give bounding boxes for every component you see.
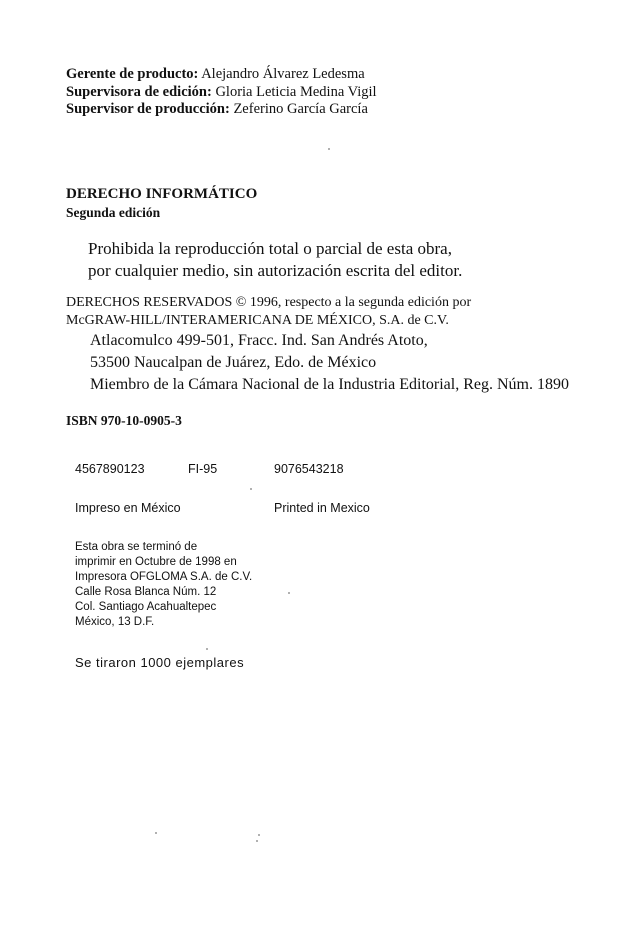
printing-info-line: Calle Rosa Blanca Núm. 12 bbox=[75, 586, 217, 598]
scan-speck bbox=[206, 648, 208, 650]
scan-speck bbox=[256, 840, 258, 842]
code-left: 4567890123 bbox=[75, 462, 145, 476]
credit-value: Zeferino García García bbox=[233, 101, 368, 117]
credit-label: Supervisor de producción: bbox=[66, 101, 230, 117]
printing-info bbox=[75, 540, 252, 630]
rights-line: DERECHOS RESERVADOS © 1996, respecto a la segunda edición por bbox=[66, 295, 472, 310]
scan-speck bbox=[250, 488, 252, 490]
scan-speck bbox=[328, 148, 330, 150]
printed-in-english: Printed in Mexico bbox=[274, 501, 370, 515]
notice-line: Prohibida la reproducción total o parcial de esta obra, bbox=[88, 239, 452, 258]
code-middle: FI-95 bbox=[188, 462, 218, 476]
scan-speck bbox=[288, 592, 290, 594]
credit-line-product-manager bbox=[66, 66, 377, 84]
book-title: DERECHO INFORMÁTICO bbox=[66, 186, 258, 202]
chamber-line: Miembro de la Cámara Nacional de la Industria Editorial, Reg. Núm. 1890 bbox=[90, 376, 569, 393]
credit-line-production-supervisor bbox=[66, 101, 377, 119]
book-edition: Segunda edición bbox=[66, 205, 161, 220]
address-line: Atlacomulco 499-501, Fracc. Ind. San Andrés Atoto, bbox=[90, 332, 428, 349]
scan-speck bbox=[258, 834, 260, 836]
reproduction-notice bbox=[88, 238, 462, 282]
printing-info-line: imprimir en Octubre de 1998 en bbox=[75, 556, 237, 568]
code-right: 9076543218 bbox=[274, 462, 344, 476]
credit-value: Gloria Leticia Medina Vigil bbox=[215, 83, 377, 100]
credits-block bbox=[66, 66, 377, 119]
credit-label: Supervisora de edición: bbox=[66, 83, 212, 100]
notice-line: por cualquier medio, sin autorización escrita del editor. bbox=[88, 261, 463, 280]
scan-speck bbox=[155, 832, 157, 834]
credit-value: Alejandro Álvarez Ledesma bbox=[201, 66, 365, 82]
isbn: ISBN 970-10-0905-3 bbox=[66, 413, 182, 428]
address-line: 53500 Naucalpan de Juárez, Edo. de México bbox=[90, 354, 377, 371]
rights-block bbox=[66, 294, 569, 396]
publisher-line: McGRAW-HILL/INTERAMERICANA DE MÉXICO, S.A. de C.V. bbox=[66, 313, 449, 328]
print-run: Se tiraron 1000 ejemplares bbox=[75, 655, 245, 670]
credit-label: Gerente de producto: bbox=[66, 66, 199, 82]
printed-in-spanish: Impreso en México bbox=[75, 501, 181, 515]
printing-info-line: Esta obra se terminó de bbox=[75, 541, 198, 553]
credit-line-edition-supervisor bbox=[66, 84, 377, 102]
book-title-block bbox=[66, 185, 257, 222]
printing-info-line: Col. Santiago Acahualtepec bbox=[75, 601, 217, 613]
printing-info-line: México, 13 D.F. bbox=[75, 616, 155, 628]
printing-info-line: Impresora OFGLOMA S.A. de C.V. bbox=[75, 571, 253, 583]
